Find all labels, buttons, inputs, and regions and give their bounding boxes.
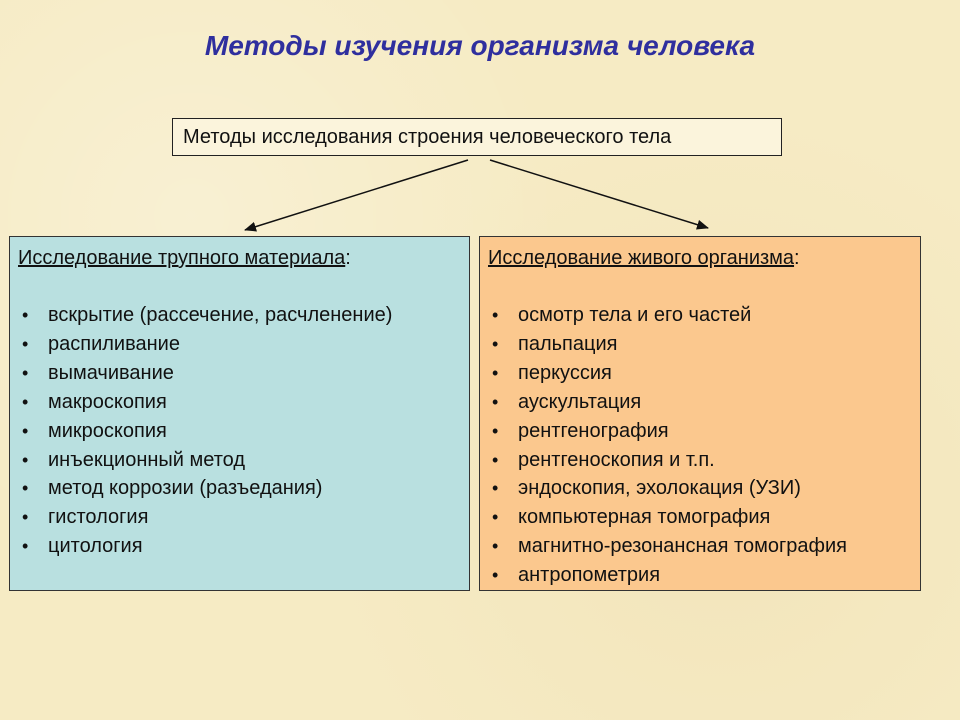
panel-heading-text: Исследование живого организма — [488, 247, 795, 269]
list-item — [488, 359, 920, 388]
panel-heading — [18, 245, 469, 271]
bullet-icon: • — [22, 305, 29, 325]
panel-heading — [488, 245, 920, 271]
list-item-text: распиливание — [48, 332, 180, 355]
list-item — [488, 417, 920, 446]
list-item — [18, 503, 469, 532]
list-item — [488, 561, 920, 590]
list-item-text: инъекционный метод — [48, 448, 246, 471]
method-list — [18, 301, 469, 561]
list-item-text: микроскопия — [48, 419, 167, 442]
bullet-icon: • — [492, 305, 499, 325]
list-item-text: рентгеноскопия и т.п. — [518, 448, 715, 471]
list-item — [18, 388, 469, 417]
list-item-text: вымачивание — [48, 361, 174, 384]
list-item — [488, 446, 920, 475]
bullet-icon: • — [22, 362, 29, 383]
list-item — [18, 446, 469, 475]
list-item-text: компьютерная томография — [518, 506, 771, 529]
list-item — [488, 474, 920, 503]
heading-colon: : — [794, 247, 800, 269]
list-item-text: гистология — [48, 506, 149, 529]
bullet-icon: • — [22, 478, 29, 499]
bullet-icon: • — [22, 536, 29, 557]
list-item-text: вскрытие (рассечение, расчленение) — [48, 304, 393, 326]
list-item-text: метод коррозии (разъедания) — [48, 477, 323, 500]
arrow-to-right-panel — [490, 160, 708, 228]
bullet-icon: • — [492, 507, 499, 528]
list-item — [488, 532, 920, 561]
list-item — [18, 301, 469, 330]
page-title: Методы изучения организма человека — [204, 30, 756, 61]
bullet-icon: • — [22, 507, 29, 528]
bullet-icon: • — [492, 391, 499, 412]
bullet-icon: • — [22, 449, 29, 470]
list-item-text: пальпация — [518, 332, 618, 355]
list-item-text: цитология — [48, 535, 143, 558]
list-item-text: аускультация — [518, 390, 642, 413]
bullet-icon: • — [22, 391, 29, 412]
list-item — [18, 359, 469, 388]
method-list — [488, 301, 920, 590]
list-item — [18, 532, 469, 561]
bullet-icon: • — [492, 565, 499, 586]
bullet-icon: • — [22, 333, 29, 354]
list-item — [488, 301, 920, 330]
list-item-text: макроскопия — [48, 390, 167, 413]
list-item-text: рентгенография — [518, 419, 669, 442]
list-item — [18, 417, 469, 446]
cadaver-study-panel — [9, 236, 470, 591]
bullet-icon: • — [492, 536, 499, 557]
list-item — [488, 330, 920, 359]
list-item — [488, 388, 920, 417]
list-item-text: магнитно-резонансная томография — [518, 535, 847, 558]
list-item-text: антропометрия — [518, 564, 661, 587]
living-organism-panel — [479, 236, 921, 591]
bullet-icon: • — [492, 478, 499, 499]
bullet-icon: • — [492, 420, 499, 441]
list-item-text: осмотр тела и его частей — [518, 304, 752, 326]
list-item-text: перкуссия — [518, 361, 612, 384]
list-item — [488, 503, 920, 532]
heading-colon: : — [345, 247, 351, 269]
arrow-to-left-panel — [245, 160, 468, 230]
root-methods-box: Методы исследования строения человеческого тела — [172, 118, 782, 156]
bullet-icon: • — [492, 362, 499, 383]
list-item — [18, 330, 469, 359]
list-item-text: эндоскопия, эхолокация (УЗИ) — [518, 477, 801, 500]
bullet-icon: • — [492, 333, 499, 354]
list-item — [18, 474, 469, 503]
bullet-icon: • — [22, 420, 29, 441]
panel-heading-text: Исследование трупного материала — [18, 247, 346, 269]
bullet-icon: • — [492, 449, 499, 470]
